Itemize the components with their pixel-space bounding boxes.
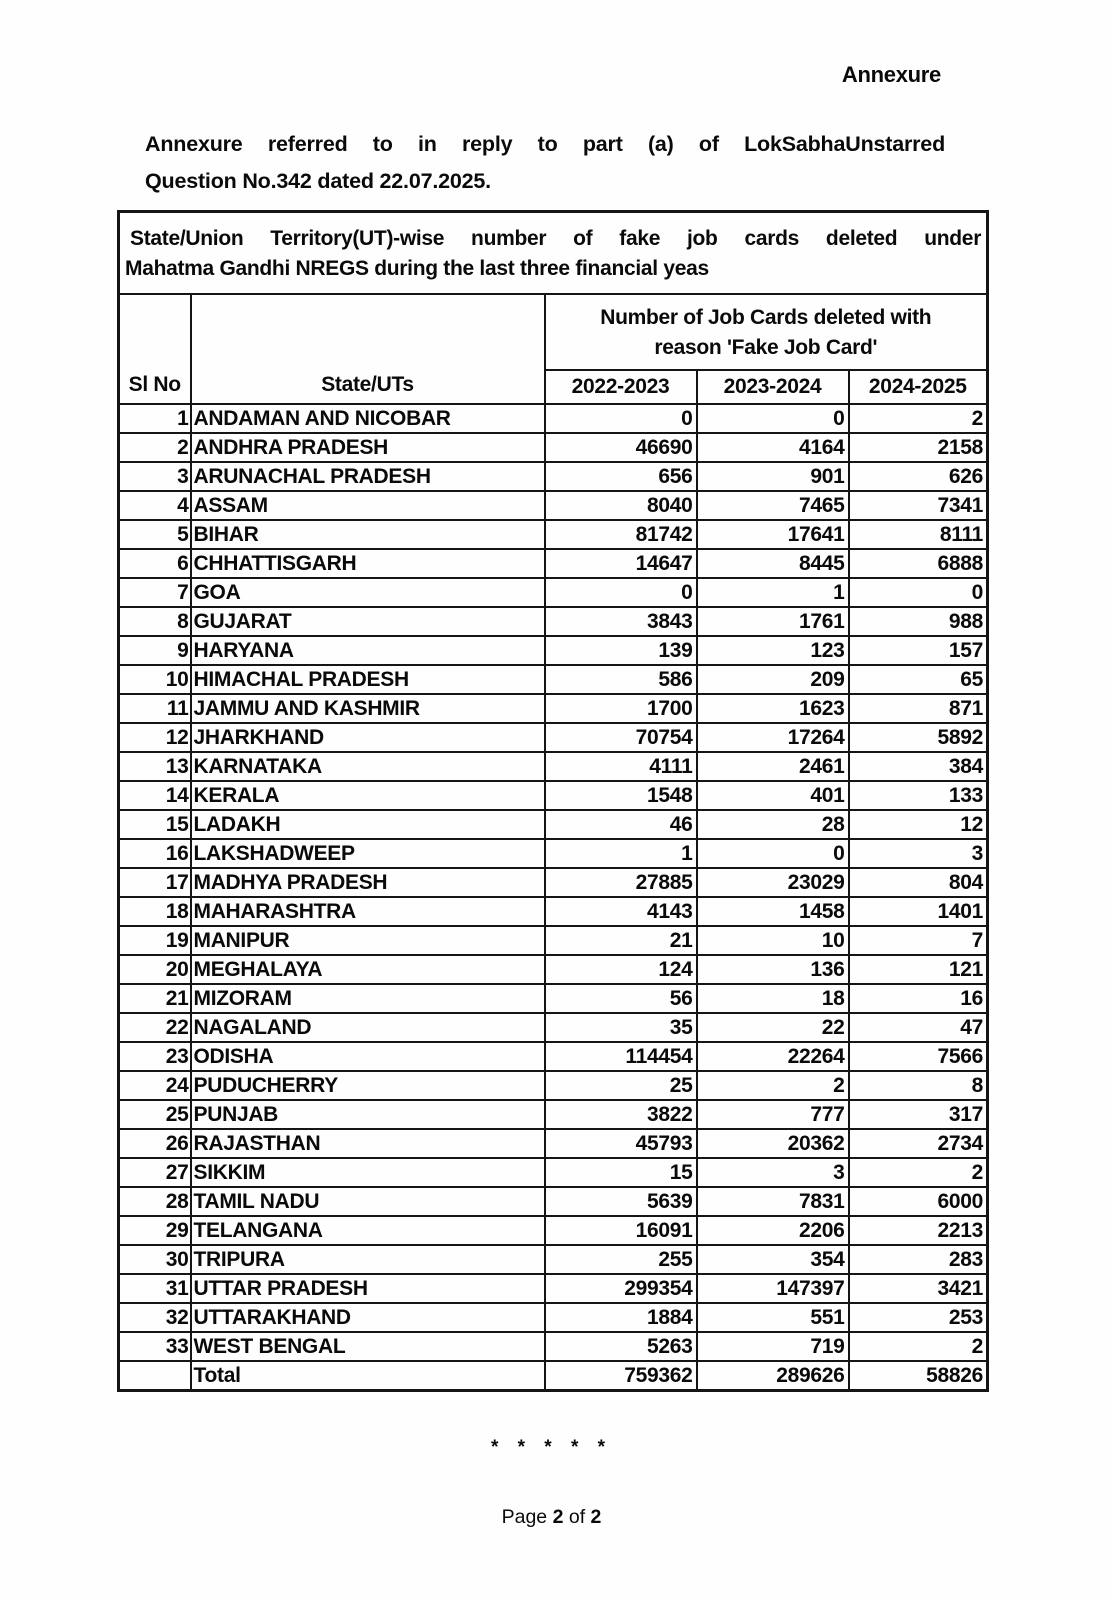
row-serial: 9 (119, 636, 191, 665)
row-state: MIZORAM (191, 984, 545, 1013)
row-value-2023-2024: 8445 (697, 549, 849, 578)
row-value-2022-2023: 656 (545, 462, 697, 491)
intro-paragraph (145, 126, 945, 200)
row-value-2024-2025: 8111 (849, 520, 988, 549)
table-row (119, 752, 988, 781)
row-state: ARUNACHAL PRADESH (191, 462, 545, 491)
table-title-row (119, 212, 988, 295)
row-value-2022-2023: 45793 (545, 1129, 697, 1158)
row-value-2024-2025: 6888 (849, 549, 988, 578)
row-state: HIMACHAL PRADESH (191, 665, 545, 694)
intro-line-2: Question No.342 dated 22.07.2025. (145, 169, 491, 193)
row-value-2024-2025: 65 (849, 665, 988, 694)
row-value-2024-2025: 157 (849, 636, 988, 665)
row-value-2022-2023: 16091 (545, 1216, 697, 1245)
row-value-2022-2023: 81742 (545, 520, 697, 549)
row-state: MANIPUR (191, 926, 545, 955)
table-row (119, 1129, 988, 1158)
page-footer (117, 1506, 986, 1529)
row-value-2024-2025: 6000 (849, 1187, 988, 1216)
row-value-2024-2025: 253 (849, 1303, 988, 1332)
row-value-2024-2025: 804 (849, 868, 988, 897)
footer-stars: * * * * * (490, 1437, 613, 1458)
table-title-cell (119, 212, 988, 295)
row-value-2022-2023: 21 (545, 926, 697, 955)
row-value-2022-2023: 139 (545, 636, 697, 665)
row-value-2023-2024: 4164 (697, 433, 849, 462)
merged-header (545, 294, 988, 370)
row-value-2022-2023: 4111 (545, 752, 697, 781)
row-value-2024-2025: 384 (849, 752, 988, 781)
total-state: Total (191, 1361, 545, 1390)
row-value-2022-2023: 1 (545, 839, 697, 868)
row-serial: 19 (119, 926, 191, 955)
row-state: MAHARASHTRA (191, 897, 545, 926)
row-value-2023-2024: 22 (697, 1013, 849, 1042)
col-header-2022-2023: 2022-2023 (545, 370, 697, 404)
row-state: CHHATTISGARH (191, 549, 545, 578)
row-value-2023-2024: 2206 (697, 1216, 849, 1245)
row-state: MEGHALAYA (191, 955, 545, 984)
table-row (119, 926, 988, 955)
row-value-2022-2023: 5263 (545, 1332, 697, 1361)
table-total-row (119, 1361, 988, 1390)
merged-header-line-1: Number of Job Cards deleted with (600, 306, 932, 329)
row-value-2023-2024: 354 (697, 1245, 849, 1274)
row-state: KARNATAKA (191, 752, 545, 781)
row-state: KERALA (191, 781, 545, 810)
row-value-2024-2025: 133 (849, 781, 988, 810)
row-serial: 1 (119, 404, 191, 433)
row-value-2023-2024: 18 (697, 984, 849, 1013)
row-value-2022-2023: 8040 (545, 491, 697, 520)
row-value-2022-2023: 0 (545, 578, 697, 607)
table-row (119, 781, 988, 810)
row-state: ANDAMAN AND NICOBAR (191, 404, 545, 433)
row-state: LAKSHADWEEP (191, 839, 545, 868)
row-value-2024-2025: 5892 (849, 723, 988, 752)
row-serial: 22 (119, 1013, 191, 1042)
row-state: WEST BENGAL (191, 1332, 545, 1361)
row-value-2023-2024: 401 (697, 781, 849, 810)
table-row (119, 433, 988, 462)
row-value-2024-2025: 2213 (849, 1216, 988, 1245)
row-value-2022-2023: 35 (545, 1013, 697, 1042)
row-value-2023-2024: 0 (697, 404, 849, 433)
total-value-2024-2025: 58826 (849, 1361, 988, 1390)
table-body (119, 404, 988, 1390)
table-row (119, 665, 988, 694)
row-value-2022-2023: 3822 (545, 1100, 697, 1129)
col-header-2023-2024: 2023-2024 (697, 370, 849, 404)
row-value-2023-2024: 147397 (697, 1274, 849, 1303)
row-serial: 3 (119, 462, 191, 491)
row-serial: 5 (119, 520, 191, 549)
table-row (119, 462, 988, 491)
row-value-2023-2024: 3 (697, 1158, 849, 1187)
row-value-2024-2025: 3 (849, 839, 988, 868)
row-value-2022-2023: 586 (545, 665, 697, 694)
row-serial: 10 (119, 665, 191, 694)
row-value-2024-2025: 8 (849, 1071, 988, 1100)
row-state: RAJASTHAN (191, 1129, 545, 1158)
row-state: ASSAM (191, 491, 545, 520)
table-row (119, 1071, 988, 1100)
row-value-2023-2024: 7465 (697, 491, 849, 520)
page-total: 2 (590, 1506, 602, 1528)
row-serial: 33 (119, 1332, 191, 1361)
row-serial: 14 (119, 781, 191, 810)
row-serial: 17 (119, 868, 191, 897)
row-state: TAMIL NADU (191, 1187, 545, 1216)
table-row (119, 984, 988, 1013)
row-value-2022-2023: 46 (545, 810, 697, 839)
row-value-2022-2023: 114454 (545, 1042, 697, 1071)
annexure-label: Annexure (841, 62, 941, 87)
row-value-2024-2025: 47 (849, 1013, 988, 1042)
intro-line-1: Annexure referred to in reply to part (a) of LokSabhaUnstarred (145, 132, 945, 156)
row-value-2022-2023: 1700 (545, 694, 697, 723)
row-value-2024-2025: 7566 (849, 1042, 988, 1071)
row-serial: 32 (119, 1303, 191, 1332)
row-value-2023-2024: 0 (697, 839, 849, 868)
row-value-2024-2025: 2158 (849, 433, 988, 462)
row-state: TELANGANA (191, 1216, 545, 1245)
row-value-2022-2023: 56 (545, 984, 697, 1013)
row-state: MADHYA PRADESH (191, 868, 545, 897)
row-value-2024-2025: 317 (849, 1100, 988, 1129)
row-value-2024-2025: 988 (849, 607, 988, 636)
table-row (119, 636, 988, 665)
row-serial: 4 (119, 491, 191, 520)
row-state: JHARKHAND (191, 723, 545, 752)
table-row (119, 723, 988, 752)
row-serial: 15 (119, 810, 191, 839)
row-serial: 29 (119, 1216, 191, 1245)
row-value-2024-2025: 1401 (849, 897, 988, 926)
row-serial: 11 (119, 694, 191, 723)
row-state: PUNJAB (191, 1100, 545, 1129)
row-serial: 25 (119, 1100, 191, 1129)
row-value-2023-2024: 28 (697, 810, 849, 839)
row-value-2023-2024: 22264 (697, 1042, 849, 1071)
table-header-row-merged (119, 294, 988, 370)
total-serial (119, 1361, 191, 1390)
table-title-line-1: State/Union Territory(UT)-wise number of fake job cards deleted under (130, 227, 982, 250)
page-of-label: of (568, 1506, 586, 1528)
row-value-2023-2024: 1458 (697, 897, 849, 926)
total-value-2023-2024: 289626 (697, 1361, 849, 1390)
table-row (119, 1013, 988, 1042)
table-row (119, 839, 988, 868)
table-row (119, 955, 988, 984)
row-value-2024-2025: 16 (849, 984, 988, 1013)
row-value-2022-2023: 25 (545, 1071, 697, 1100)
row-value-2024-2025: 121 (849, 955, 988, 984)
row-state: NAGALAND (191, 1013, 545, 1042)
row-value-2023-2024: 551 (697, 1303, 849, 1332)
row-value-2024-2025: 12 (849, 810, 988, 839)
row-serial: 6 (119, 549, 191, 578)
row-state: UTTARAKHAND (191, 1303, 545, 1332)
row-serial: 24 (119, 1071, 191, 1100)
row-state: HARYANA (191, 636, 545, 665)
row-value-2023-2024: 2 (697, 1071, 849, 1100)
col-header-state: State/UTs (191, 294, 545, 404)
table-row (119, 897, 988, 926)
table-row (119, 1187, 988, 1216)
page-number: 2 (552, 1506, 564, 1528)
table-row (119, 607, 988, 636)
table-row (119, 1303, 988, 1332)
row-value-2024-2025: 626 (849, 462, 988, 491)
row-value-2022-2023: 15 (545, 1158, 697, 1187)
row-state: PUDUCHERRY (191, 1071, 545, 1100)
row-value-2024-2025: 2 (849, 1332, 988, 1361)
row-value-2024-2025: 871 (849, 694, 988, 723)
row-state: UTTAR PRADESH (191, 1274, 545, 1303)
row-value-2022-2023: 124 (545, 955, 697, 984)
row-value-2022-2023: 70754 (545, 723, 697, 752)
row-state: ODISHA (191, 1042, 545, 1071)
row-value-2023-2024: 1761 (697, 607, 849, 636)
row-serial: 21 (119, 984, 191, 1013)
row-serial: 28 (119, 1187, 191, 1216)
row-value-2022-2023: 4143 (545, 897, 697, 926)
merged-header-line-2: reason 'Fake Job Card' (654, 336, 878, 359)
row-value-2023-2024: 123 (697, 636, 849, 665)
row-value-2022-2023: 255 (545, 1245, 697, 1274)
table-title-line-2: Mahatma Gandhi NREGS during the last three financial yeas (125, 257, 709, 280)
row-value-2023-2024: 2461 (697, 752, 849, 781)
row-state: TRIPURA (191, 1245, 545, 1274)
row-value-2023-2024: 777 (697, 1100, 849, 1129)
row-value-2024-2025: 3421 (849, 1274, 988, 1303)
row-serial: 7 (119, 578, 191, 607)
table-row (119, 1100, 988, 1129)
row-state: JAMMU AND KASHMIR (191, 694, 545, 723)
row-value-2022-2023: 0 (545, 404, 697, 433)
row-value-2022-2023: 3843 (545, 607, 697, 636)
table-row (119, 694, 988, 723)
table-row (119, 404, 988, 433)
row-serial: 8 (119, 607, 191, 636)
row-value-2022-2023: 27885 (545, 868, 697, 897)
row-value-2024-2025: 7341 (849, 491, 988, 520)
table-row (119, 1332, 988, 1361)
row-value-2023-2024: 7831 (697, 1187, 849, 1216)
row-value-2023-2024: 20362 (697, 1129, 849, 1158)
row-state: SIKKIM (191, 1158, 545, 1187)
row-value-2023-2024: 17264 (697, 723, 849, 752)
row-serial: 31 (119, 1274, 191, 1303)
row-state: LADAKH (191, 810, 545, 839)
col-header-2024-2025: 2024-2025 (849, 370, 988, 404)
row-value-2022-2023: 46690 (545, 433, 697, 462)
table-row (119, 1245, 988, 1274)
row-serial: 30 (119, 1245, 191, 1274)
row-value-2023-2024: 209 (697, 665, 849, 694)
row-value-2022-2023: 1548 (545, 781, 697, 810)
row-serial: 23 (119, 1042, 191, 1071)
row-state: GOA (191, 578, 545, 607)
row-state: ANDHRA PRADESH (191, 433, 545, 462)
row-serial: 16 (119, 839, 191, 868)
table-row (119, 549, 988, 578)
row-serial: 18 (119, 897, 191, 926)
row-value-2024-2025: 2734 (849, 1129, 988, 1158)
row-value-2023-2024: 10 (697, 926, 849, 955)
table-row (119, 1158, 988, 1187)
row-state: GUJARAT (191, 607, 545, 636)
row-value-2023-2024: 1 (697, 578, 849, 607)
page-label: Page (501, 1506, 548, 1528)
row-value-2023-2024: 17641 (697, 520, 849, 549)
row-value-2024-2025: 2 (849, 1158, 988, 1187)
col-header-serial: Sl No (119, 294, 191, 404)
row-value-2022-2023: 299354 (545, 1274, 697, 1303)
row-value-2023-2024: 901 (697, 462, 849, 491)
row-value-2023-2024: 23029 (697, 868, 849, 897)
row-value-2023-2024: 136 (697, 955, 849, 984)
table-row (119, 1216, 988, 1245)
row-value-2022-2023: 5639 (545, 1187, 697, 1216)
row-value-2024-2025: 0 (849, 578, 988, 607)
table-row (119, 1274, 988, 1303)
row-value-2023-2024: 1623 (697, 694, 849, 723)
row-value-2024-2025: 283 (849, 1245, 988, 1274)
row-value-2022-2023: 14647 (545, 549, 697, 578)
total-value-2022-2023: 759362 (545, 1361, 697, 1390)
row-serial: 12 (119, 723, 191, 752)
table-row (119, 491, 988, 520)
row-value-2024-2025: 2 (849, 404, 988, 433)
row-state: BIHAR (191, 520, 545, 549)
table-row (119, 578, 988, 607)
row-value-2022-2023: 1884 (545, 1303, 697, 1332)
table-row (119, 520, 988, 549)
row-serial: 26 (119, 1129, 191, 1158)
row-serial: 13 (119, 752, 191, 781)
row-serial: 2 (119, 433, 191, 462)
row-value-2023-2024: 719 (697, 1332, 849, 1361)
row-serial: 20 (119, 955, 191, 984)
row-serial: 27 (119, 1158, 191, 1187)
row-value-2024-2025: 7 (849, 926, 988, 955)
fake-job-cards-table (117, 210, 989, 1392)
table-row (119, 1042, 988, 1071)
table-row (119, 810, 988, 839)
table-row (119, 868, 988, 897)
